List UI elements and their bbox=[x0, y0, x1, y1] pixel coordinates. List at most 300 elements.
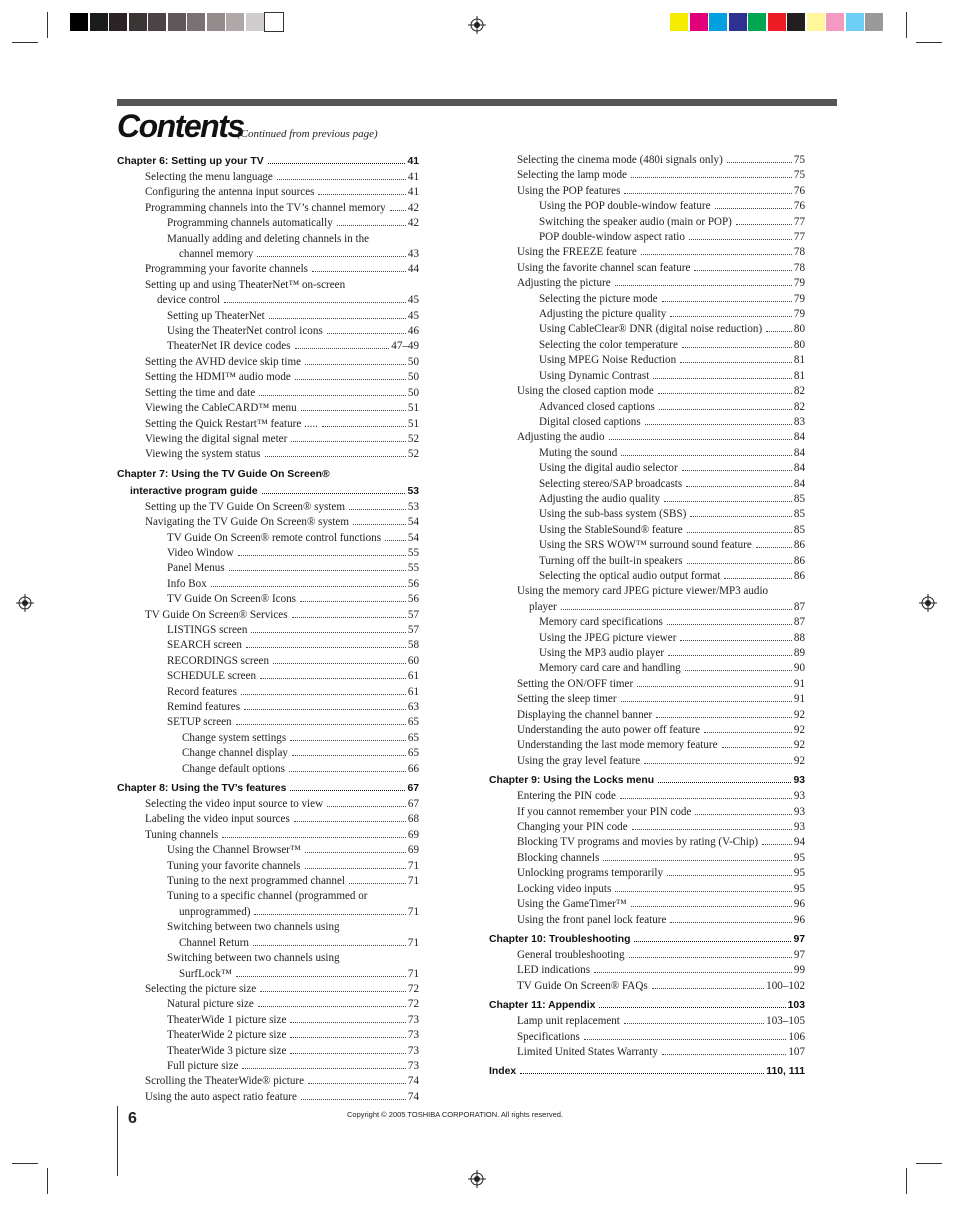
toc-entry-title: Panel Menus bbox=[167, 562, 225, 575]
toc-entry-title: POP double-window aspect ratio bbox=[539, 231, 685, 244]
dot-leader bbox=[277, 179, 406, 180]
toc-page-number: 95 bbox=[793, 882, 805, 895]
toc-page-number: 56 bbox=[407, 593, 419, 606]
toc-entry bbox=[489, 584, 805, 599]
toc-entry-title: Labeling the video input sources bbox=[145, 813, 290, 826]
registration-mark-icon bbox=[468, 16, 486, 34]
toc-entry-title: TheaterWide 3 picture size bbox=[167, 1044, 287, 1057]
toc-entry bbox=[489, 199, 805, 214]
dot-leader bbox=[686, 486, 792, 487]
toc-entry bbox=[489, 1014, 805, 1029]
toc-page-number: 85 bbox=[793, 492, 805, 505]
dot-leader bbox=[289, 771, 406, 772]
dot-leader bbox=[385, 540, 406, 541]
toc-page-number: 73 bbox=[407, 1044, 419, 1057]
toc-entry-title: General troubleshooting bbox=[517, 948, 625, 961]
toc-entry-title: Using the SRS WOW™ surround sound feature bbox=[539, 539, 752, 552]
toc-entry-title: Setting the sleep timer bbox=[517, 693, 617, 706]
toc-entry bbox=[489, 631, 805, 646]
toc-entry bbox=[117, 447, 419, 462]
toc-page-number: 65 bbox=[407, 747, 419, 760]
dot-leader bbox=[680, 362, 792, 363]
toc-entry-title: Selecting the menu language bbox=[145, 171, 273, 183]
toc-page-number: 65 bbox=[407, 716, 419, 729]
toc-chapter-heading bbox=[489, 998, 805, 1014]
dot-leader bbox=[736, 224, 792, 225]
toc-page-number: 45 bbox=[407, 309, 419, 322]
toc-page-number: 110, 111 bbox=[766, 1066, 805, 1078]
dot-leader bbox=[238, 555, 406, 556]
toc-entry-title: Memory card specifications bbox=[539, 616, 663, 629]
toc-entry-title: Using the POP double-window feature bbox=[539, 200, 711, 213]
dot-leader bbox=[268, 163, 406, 164]
dot-leader bbox=[253, 945, 406, 946]
dot-leader bbox=[269, 318, 406, 319]
toc-page-number: 82 bbox=[793, 400, 805, 413]
dot-leader bbox=[667, 875, 792, 876]
dot-leader bbox=[254, 914, 405, 915]
toc-entry-title: TV Guide On Screen® remote control functions bbox=[167, 531, 382, 544]
toc-entry-title: Change default options bbox=[182, 762, 285, 775]
toc-entry bbox=[117, 608, 419, 623]
toc-page-number: 87 bbox=[793, 616, 805, 629]
dot-leader bbox=[629, 957, 792, 958]
toc-page-number: 83 bbox=[793, 415, 805, 428]
dot-leader bbox=[290, 740, 406, 741]
dot-leader bbox=[318, 194, 405, 195]
toc-page-number: 75 bbox=[793, 169, 805, 182]
dot-leader bbox=[291, 441, 406, 442]
toc-entry bbox=[117, 386, 419, 401]
toc-page-number: 79 bbox=[793, 292, 805, 305]
toc-entry-title: Viewing the system status bbox=[145, 448, 261, 461]
crop-mark bbox=[916, 1163, 942, 1164]
toc-page-number: 85 bbox=[793, 523, 805, 536]
toc-entry-title: Locking video inputs bbox=[517, 882, 612, 895]
dot-leader bbox=[224, 302, 406, 303]
toc-page-number: 91 bbox=[793, 693, 805, 706]
toc-page-number: 55 bbox=[407, 546, 419, 559]
toc-entry bbox=[489, 692, 805, 707]
toc-entry bbox=[489, 261, 805, 276]
toc-entry-title: Chapter 10: Troubleshooting bbox=[489, 933, 631, 945]
dot-leader bbox=[236, 976, 406, 977]
dot-leader bbox=[229, 570, 406, 571]
dot-leader bbox=[295, 379, 406, 380]
toc-entry-title: Natural picture size bbox=[167, 998, 254, 1011]
toc-page-number: 91 bbox=[793, 677, 805, 690]
color-swatch bbox=[826, 13, 844, 31]
dot-leader bbox=[246, 647, 406, 648]
toc-entry-title: Full picture size bbox=[167, 1059, 239, 1072]
toc-entry bbox=[117, 1074, 419, 1089]
toc-entry bbox=[489, 789, 805, 804]
toc-entry-title: Chapter 8: Using the TV’s features bbox=[117, 783, 287, 795]
toc-page-number: 52 bbox=[407, 448, 419, 461]
header-rule bbox=[117, 99, 837, 106]
toc-entry bbox=[489, 963, 805, 978]
dot-leader bbox=[632, 829, 792, 830]
toc-entry-title: Memory card care and handling bbox=[539, 662, 681, 675]
toc-chapter-heading bbox=[489, 932, 805, 948]
dot-leader bbox=[337, 225, 406, 226]
toc-entry-title: TheaterWide 1 picture size bbox=[167, 1013, 287, 1026]
toc-entry-title: Using the MP3 audio player bbox=[539, 647, 665, 659]
dot-leader bbox=[390, 210, 406, 211]
dot-leader bbox=[631, 906, 792, 907]
color-swatch bbox=[187, 13, 205, 31]
registration-mark-icon bbox=[468, 1170, 486, 1188]
toc-page-number: 97 bbox=[793, 933, 805, 945]
dot-leader bbox=[290, 1037, 406, 1038]
toc-page-number: 66 bbox=[407, 762, 419, 775]
toc-entry-title: Adjusting the audio bbox=[517, 431, 605, 444]
toc-page-number: 81 bbox=[793, 354, 805, 367]
color-swatch bbox=[265, 13, 283, 31]
toc-page-number: 74 bbox=[407, 1075, 419, 1088]
toc-page-number: 78 bbox=[793, 261, 805, 274]
dot-leader bbox=[615, 285, 792, 286]
toc-page-number: 94 bbox=[793, 836, 805, 849]
toc-entry-title: Info Box bbox=[167, 577, 207, 590]
toc-page-number: 45 bbox=[407, 294, 419, 307]
color-swatch bbox=[670, 13, 688, 31]
toc-entry bbox=[489, 230, 805, 245]
toc-page-number: 95 bbox=[793, 867, 805, 880]
toc-chapter-heading bbox=[489, 1064, 805, 1080]
toc-entry bbox=[489, 307, 805, 322]
dot-leader bbox=[715, 208, 792, 209]
dot-leader bbox=[265, 456, 406, 457]
toc-page-number: 80 bbox=[793, 323, 805, 336]
toc-entry bbox=[489, 661, 805, 676]
toc-page-number: 79 bbox=[793, 308, 805, 321]
toc-page-number: 88 bbox=[793, 631, 805, 644]
dot-leader bbox=[659, 409, 792, 410]
dot-leader bbox=[300, 601, 406, 602]
toc-entry-title: Programming your favorite channels bbox=[145, 263, 308, 276]
toc-entry bbox=[489, 897, 805, 912]
toc-entry-title: Limited United States Warranty bbox=[517, 1045, 658, 1058]
color-swatch bbox=[690, 13, 708, 31]
dot-leader bbox=[241, 694, 406, 695]
toc-page-number: 71 bbox=[407, 936, 419, 949]
toc-entry-title: Tuning to a specific channel (programmed or bbox=[167, 890, 368, 903]
dot-leader bbox=[687, 532, 792, 533]
toc-entry-title: Selecting the picture mode bbox=[539, 292, 658, 305]
dot-leader bbox=[621, 701, 792, 702]
toc-entry bbox=[489, 677, 805, 692]
toc-page-number: 92 bbox=[793, 739, 805, 752]
crop-mark bbox=[906, 12, 907, 38]
toc-page-number: 67 bbox=[407, 783, 419, 795]
toc-entry-title: Switching between two channels using bbox=[167, 921, 340, 934]
toc-entry bbox=[489, 738, 805, 753]
toc-page-number: 73 bbox=[407, 1013, 419, 1026]
toc-entry-title: Muting the sound bbox=[539, 446, 618, 459]
toc-page-number: 41 bbox=[407, 171, 419, 183]
dot-leader bbox=[584, 1039, 787, 1040]
toc-entry bbox=[489, 446, 805, 461]
toc-entry-title: Setting the ON/OFF timer bbox=[517, 677, 634, 690]
toc-page-number: 44 bbox=[407, 263, 419, 276]
toc-entry-title: Setting up TheaterNet bbox=[167, 309, 265, 322]
toc-entry-title: Using the GameTimer™ bbox=[517, 898, 627, 911]
toc-entry-title: Understanding the last mode memory feature bbox=[517, 739, 718, 752]
toc-page-number: 84 bbox=[793, 462, 805, 475]
toc-page-number: 57 bbox=[407, 623, 419, 636]
toc-entry-title: Changing your PIN code bbox=[517, 821, 628, 834]
toc-entry bbox=[489, 523, 805, 538]
toc-entry-title: Setting the Quick Restart™ feature ..... bbox=[145, 417, 318, 430]
dot-leader bbox=[694, 270, 791, 271]
toc-entry-title: SEARCH screen bbox=[167, 639, 242, 652]
toc-entry-title: Specifications bbox=[517, 1030, 580, 1043]
color-swatch bbox=[748, 13, 766, 31]
toc-chapter-heading bbox=[117, 484, 419, 500]
toc-page-number: 74 bbox=[407, 1090, 419, 1103]
toc-entry bbox=[117, 982, 419, 997]
dot-leader bbox=[242, 1068, 405, 1069]
dot-leader bbox=[327, 333, 406, 334]
toc-entry-title: Using the digital audio selector bbox=[539, 462, 678, 475]
toc-entry-title: Selecting the picture size bbox=[145, 982, 257, 995]
toc-entry-title: Chapter 7: Using the TV Guide On Screen® bbox=[117, 468, 330, 480]
toc-entry bbox=[489, 276, 805, 291]
toc-page-number: 75 bbox=[793, 154, 805, 166]
dot-leader bbox=[295, 348, 390, 349]
toc-entry-title: channel memory bbox=[179, 248, 254, 261]
toc-entry bbox=[489, 1030, 805, 1045]
toc-page-number: 72 bbox=[407, 982, 419, 995]
toc-page-number: 55 bbox=[407, 562, 419, 575]
toc-entry-title: TV Guide On Screen® Services bbox=[145, 608, 288, 621]
color-swatch bbox=[846, 13, 864, 31]
toc-entry-title: Entering the PIN code bbox=[517, 790, 616, 803]
toc-page-number: 53 bbox=[407, 500, 419, 513]
toc-entry bbox=[489, 322, 805, 337]
toc-entry bbox=[117, 546, 419, 561]
color-swatch bbox=[246, 13, 264, 31]
toc-entry-title: Using the memory card JPEG picture viewer/MP3 audio bbox=[517, 585, 769, 598]
toc-page-number: 77 bbox=[793, 231, 805, 244]
toc-page-number: 90 bbox=[793, 662, 805, 675]
toc-entry bbox=[489, 805, 805, 820]
toc-entry-title: Using Dynamic Contrast bbox=[539, 369, 650, 382]
toc-page-number: 46 bbox=[407, 325, 419, 338]
dot-leader bbox=[641, 254, 792, 255]
toc-page-number: 53 bbox=[407, 485, 419, 497]
dot-leader bbox=[603, 860, 792, 861]
toc-page-number: 61 bbox=[407, 670, 419, 683]
toc-entry bbox=[117, 685, 419, 700]
toc-entry-title: Setting up and using TheaterNet™ on-screen bbox=[145, 278, 346, 291]
toc-entry bbox=[489, 646, 805, 661]
toc-entry-title: LED indications bbox=[517, 964, 591, 977]
dot-leader bbox=[222, 837, 406, 838]
toc-page-number: 51 bbox=[407, 417, 419, 430]
page-title: Contents bbox=[117, 108, 244, 144]
dot-leader bbox=[762, 844, 792, 845]
toc-entry-title: player bbox=[529, 600, 557, 613]
toc-entry bbox=[117, 828, 419, 843]
toc-entry bbox=[117, 762, 419, 777]
toc-entry bbox=[117, 592, 419, 607]
dot-leader bbox=[520, 1073, 764, 1074]
toc-entry-title: Lamp unit replacement bbox=[517, 1015, 620, 1028]
dot-leader bbox=[301, 1099, 406, 1100]
dot-leader bbox=[292, 617, 406, 618]
dot-leader bbox=[664, 501, 792, 502]
toc-entry bbox=[117, 561, 419, 576]
toc-page-number: 69 bbox=[407, 828, 419, 841]
crop-mark bbox=[47, 12, 48, 38]
toc-entry bbox=[117, 731, 419, 746]
toc-entry-title: Tuning your favorite channels bbox=[167, 859, 301, 872]
toc-entry bbox=[117, 262, 419, 277]
crop-mark bbox=[906, 1168, 907, 1194]
toc-page-number: 93 bbox=[793, 821, 805, 834]
dot-leader bbox=[682, 347, 792, 348]
dot-leader bbox=[644, 763, 792, 764]
toc-entry bbox=[489, 723, 805, 738]
dot-leader bbox=[305, 852, 406, 853]
toc-page-number: 85 bbox=[793, 508, 805, 521]
toc-page-number: 92 bbox=[793, 708, 805, 721]
toc-entry-title: Tuning to the next programmed channel bbox=[167, 875, 345, 888]
dot-leader bbox=[724, 578, 791, 579]
toc-page-number: 86 bbox=[793, 539, 805, 552]
toc-entry-title: Selecting the cinema mode (480i signals only) bbox=[517, 154, 723, 166]
toc-entry bbox=[117, 293, 419, 308]
dot-leader bbox=[682, 470, 792, 471]
toc-page-number: 73 bbox=[407, 1029, 419, 1042]
toc-entry-title: Switching the speaker audio (main or POP) bbox=[539, 215, 732, 228]
toc-entry bbox=[489, 754, 805, 769]
dot-leader bbox=[667, 624, 792, 625]
toc-entry bbox=[117, 1059, 419, 1074]
toc-entry bbox=[117, 715, 419, 730]
color-swatch bbox=[90, 13, 108, 31]
toc-entry bbox=[117, 577, 419, 592]
toc-page-number: 87 bbox=[793, 600, 805, 613]
dot-leader bbox=[695, 814, 792, 815]
color-swatch bbox=[729, 13, 747, 31]
dot-leader bbox=[620, 798, 792, 799]
toc-entry bbox=[117, 1028, 419, 1043]
toc-entry bbox=[117, 1090, 419, 1105]
toc-entry-title: Using the sub-bass system (SBS) bbox=[539, 508, 687, 521]
dot-leader bbox=[727, 162, 792, 163]
toc-entry-title: Using the POP features bbox=[517, 184, 621, 197]
dot-leader bbox=[251, 632, 405, 633]
toc-page-number: 96 bbox=[793, 898, 805, 911]
toc-page-number: 76 bbox=[793, 184, 805, 197]
toc-entry-title: Turning off the built-in speakers bbox=[539, 554, 683, 567]
toc-entry-title: Viewing the CableCARD™ menu bbox=[145, 402, 297, 415]
dot-leader bbox=[689, 239, 792, 240]
toc-entry bbox=[489, 851, 805, 866]
dot-leader bbox=[262, 493, 406, 494]
toc-page-number: 92 bbox=[793, 724, 805, 737]
toc-entry bbox=[117, 370, 419, 385]
toc-page-number: 99 bbox=[793, 964, 805, 977]
toc-entry-title: Advanced closed captions bbox=[539, 400, 655, 413]
toc-entry bbox=[117, 669, 419, 684]
color-swatch bbox=[787, 13, 805, 31]
toc-entry bbox=[117, 638, 419, 653]
toc-entry bbox=[489, 569, 805, 584]
toc-entry-title: Using the closed caption mode bbox=[517, 385, 654, 398]
toc-page-number: 97 bbox=[793, 948, 805, 961]
toc-entry bbox=[489, 430, 805, 445]
toc-entry-title: Digital closed captions bbox=[539, 415, 641, 428]
dot-leader bbox=[561, 609, 792, 610]
dot-leader bbox=[621, 455, 792, 456]
toc-entry bbox=[117, 797, 419, 812]
dot-leader bbox=[349, 883, 406, 884]
toc-entry-title: Programming channels into the TV’s channel memory bbox=[145, 201, 386, 214]
toc-entry-title: TV Guide On Screen® FAQs bbox=[517, 979, 648, 992]
toc-entry-title: Using the StableSound® feature bbox=[539, 523, 683, 536]
toc-entry-title: Using CableClear® DNR (digital noise reduction) bbox=[539, 323, 763, 336]
dot-leader bbox=[722, 747, 792, 748]
toc-entry bbox=[489, 415, 805, 430]
toc-entry-title: Channel Return bbox=[179, 936, 249, 949]
toc-entry-title: Manually adding and deleting channels in the bbox=[167, 232, 370, 245]
dot-leader bbox=[301, 410, 406, 411]
toc-page-number: 60 bbox=[407, 654, 419, 667]
toc-entry bbox=[117, 843, 419, 858]
color-swatch bbox=[226, 13, 244, 31]
toc-entry-title: Selecting the optical audio output format bbox=[539, 569, 721, 582]
toc-entry bbox=[117, 700, 419, 715]
toc-entry-title: Chapter 6: Setting up your TV bbox=[117, 156, 264, 167]
dot-leader bbox=[594, 972, 792, 973]
dot-leader bbox=[631, 177, 792, 178]
dot-leader bbox=[305, 364, 406, 365]
toc-page-number: 71 bbox=[407, 859, 419, 872]
toc-page-number: 67 bbox=[407, 798, 419, 811]
toc-page-number: 96 bbox=[793, 913, 805, 926]
toc-page-number: 47–49 bbox=[391, 340, 419, 353]
color-swatch bbox=[109, 13, 127, 31]
toc-entry-title: Using the auto aspect ratio feature bbox=[145, 1090, 297, 1103]
page-number: 6 bbox=[128, 1110, 137, 1127]
dot-leader bbox=[662, 1054, 786, 1055]
copyright-notice: Copyright © 2005 TOSHIBA CORPORATION. All rights reserved. bbox=[347, 1110, 564, 1119]
toc-entry-title: Blocking channels bbox=[517, 851, 600, 864]
dot-leader bbox=[645, 424, 792, 425]
toc-entry bbox=[489, 948, 805, 963]
dot-leader bbox=[292, 755, 406, 756]
dot-leader bbox=[668, 655, 792, 656]
toc-entry bbox=[489, 820, 805, 835]
dot-leader bbox=[685, 670, 792, 671]
dot-leader bbox=[652, 988, 765, 989]
toc-page-number: 76 bbox=[793, 200, 805, 213]
toc-entry-title: Adjusting the picture quality bbox=[539, 308, 667, 321]
color-swatch bbox=[70, 13, 88, 31]
toc-chapter-heading bbox=[117, 467, 419, 483]
toc-entry bbox=[489, 184, 805, 199]
toc-entry-title: RECORDINGS screen bbox=[167, 654, 269, 667]
dot-leader bbox=[290, 790, 405, 791]
toc-entry bbox=[117, 216, 419, 231]
toc-entry bbox=[489, 400, 805, 415]
color-swatch bbox=[207, 13, 225, 31]
color-swatch bbox=[768, 13, 786, 31]
